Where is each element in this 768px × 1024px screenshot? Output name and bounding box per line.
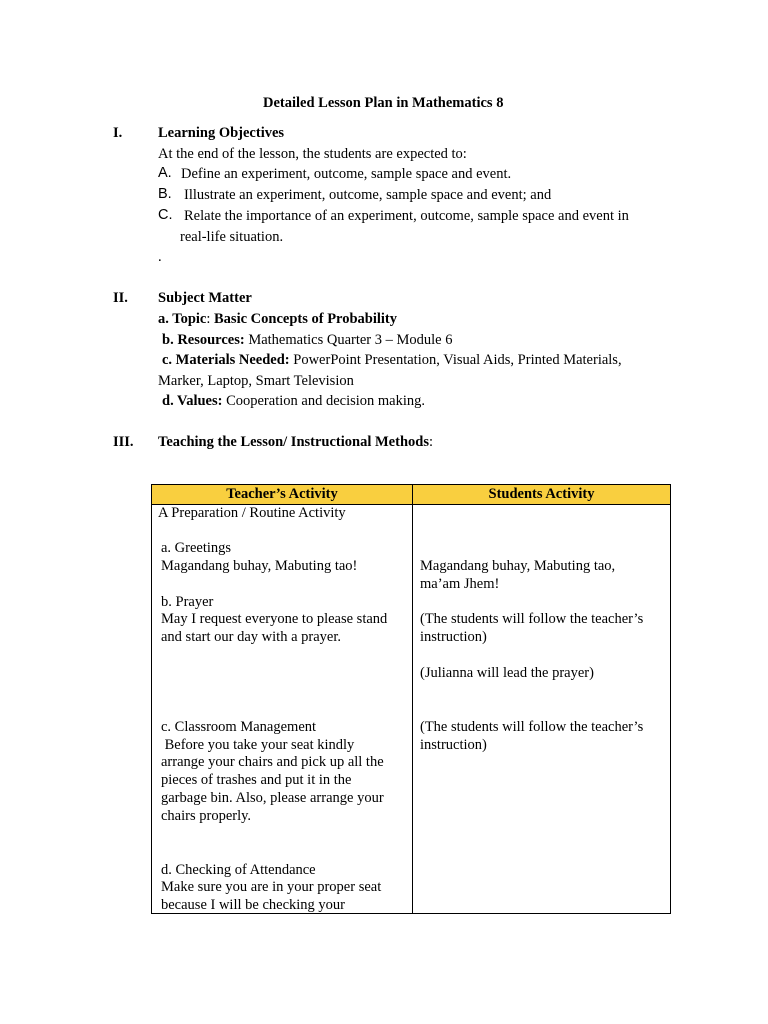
teacher-classroom-text-5: chairs properly. bbox=[161, 808, 252, 824]
resources-label: b. Resources: bbox=[162, 332, 245, 348]
materials-line bbox=[162, 350, 622, 370]
students-greeting-1: Magandang buhay, Mabuting tao, bbox=[420, 558, 616, 574]
header-students-activity: Students Activity bbox=[488, 486, 595, 502]
header-teacher-activity: Teacher’s Activity bbox=[226, 486, 338, 502]
teacher-classroom-label: c. Classroom Management bbox=[161, 719, 317, 735]
teacher-classroom-text-1: Before you take your seat kindly bbox=[161, 737, 355, 753]
section-1-numeral: I. bbox=[113, 125, 123, 141]
teacher-classroom-text-4: garbage bin. Also, please arrange your bbox=[161, 790, 384, 806]
section-3-colon: : bbox=[428, 434, 433, 450]
values-label: d. Values: bbox=[162, 393, 223, 409]
objective-b-letter: B. bbox=[158, 186, 172, 202]
teacher-classroom-text-2: arrange your chairs and pick up all the bbox=[161, 754, 384, 770]
values-line bbox=[162, 391, 425, 411]
teacher-prep: A Preparation / Routine Activity bbox=[158, 505, 346, 521]
students-greeting-2: ma’am Jhem! bbox=[420, 576, 500, 592]
teacher-prayer-label: b. Prayer bbox=[161, 594, 214, 610]
teacher-attendance-text-2: because I will be checking your bbox=[161, 897, 345, 913]
section-1-heading: Learning Objectives bbox=[158, 125, 285, 141]
objective-c-text-cont: real-life situation. bbox=[180, 229, 284, 245]
teacher-classroom-text-3: pieces of trashes and put it in the bbox=[161, 772, 352, 788]
objective-c-letter: C. bbox=[158, 207, 173, 223]
materials-value: PowerPoint Presentation, Visual Aids, Printed Materials, bbox=[293, 352, 622, 368]
teacher-greetings-label: a. Greetings bbox=[161, 540, 232, 556]
objective-a-letter: A. bbox=[158, 165, 172, 181]
teacher-prayer-text-1: May I request everyone to please stand bbox=[161, 611, 388, 627]
section-3-heading: Teaching the Lesson/ Instructional Methods bbox=[158, 434, 429, 450]
section-3-heading-line bbox=[158, 432, 433, 452]
students-follow-2a: (The students will follow the teacher’s bbox=[420, 719, 644, 735]
section-2-heading: Subject Matter bbox=[158, 290, 252, 306]
materials-label: c. Materials Needed: bbox=[162, 352, 290, 368]
objective-a-text: Define an experiment, outcome, sample space and event. bbox=[181, 166, 512, 182]
column-divider bbox=[412, 485, 413, 913]
topic-line bbox=[158, 309, 397, 329]
stray-period: . bbox=[158, 249, 162, 265]
resources-value: Mathematics Quarter 3 – Module 6 bbox=[248, 332, 453, 348]
resources-line bbox=[162, 330, 452, 350]
teacher-greetings-text: Magandang buhay, Mabuting tao! bbox=[161, 558, 358, 574]
section-3-numeral: III. bbox=[113, 434, 134, 450]
values-value: Cooperation and decision making. bbox=[226, 393, 426, 409]
topic-label: a. Topic bbox=[158, 311, 207, 327]
students-lead-prayer: (Julianna will lead the prayer) bbox=[420, 665, 594, 681]
students-follow-2b: instruction) bbox=[420, 737, 487, 753]
students-follow-1b: instruction) bbox=[420, 629, 487, 645]
objective-b-text: Illustrate an experiment, outcome, sample space and event; and bbox=[184, 187, 552, 203]
page-title: Detailed Lesson Plan in Mathematics 8 bbox=[263, 95, 504, 111]
topic-value: Basic Concepts of Probability bbox=[214, 311, 398, 327]
students-follow-1a: (The students will follow the teacher’s bbox=[420, 611, 644, 627]
objective-c-text: Relate the importance of an experiment, outcome, sample space and event in bbox=[184, 208, 629, 224]
teacher-attendance-text-1: Make sure you are in your proper seat bbox=[161, 879, 382, 895]
materials-cont: Marker, Laptop, Smart Television bbox=[158, 373, 354, 389]
lesson-activity-table bbox=[151, 484, 671, 914]
objectives-intro: At the end of the lesson, the students are expected to: bbox=[158, 146, 467, 162]
section-2-numeral: II. bbox=[113, 290, 128, 306]
teacher-prayer-text-2: and start our day with a prayer. bbox=[161, 629, 341, 645]
teacher-attendance-label: d. Checking of Attendance bbox=[161, 862, 316, 878]
topic-colon: : bbox=[206, 311, 211, 327]
